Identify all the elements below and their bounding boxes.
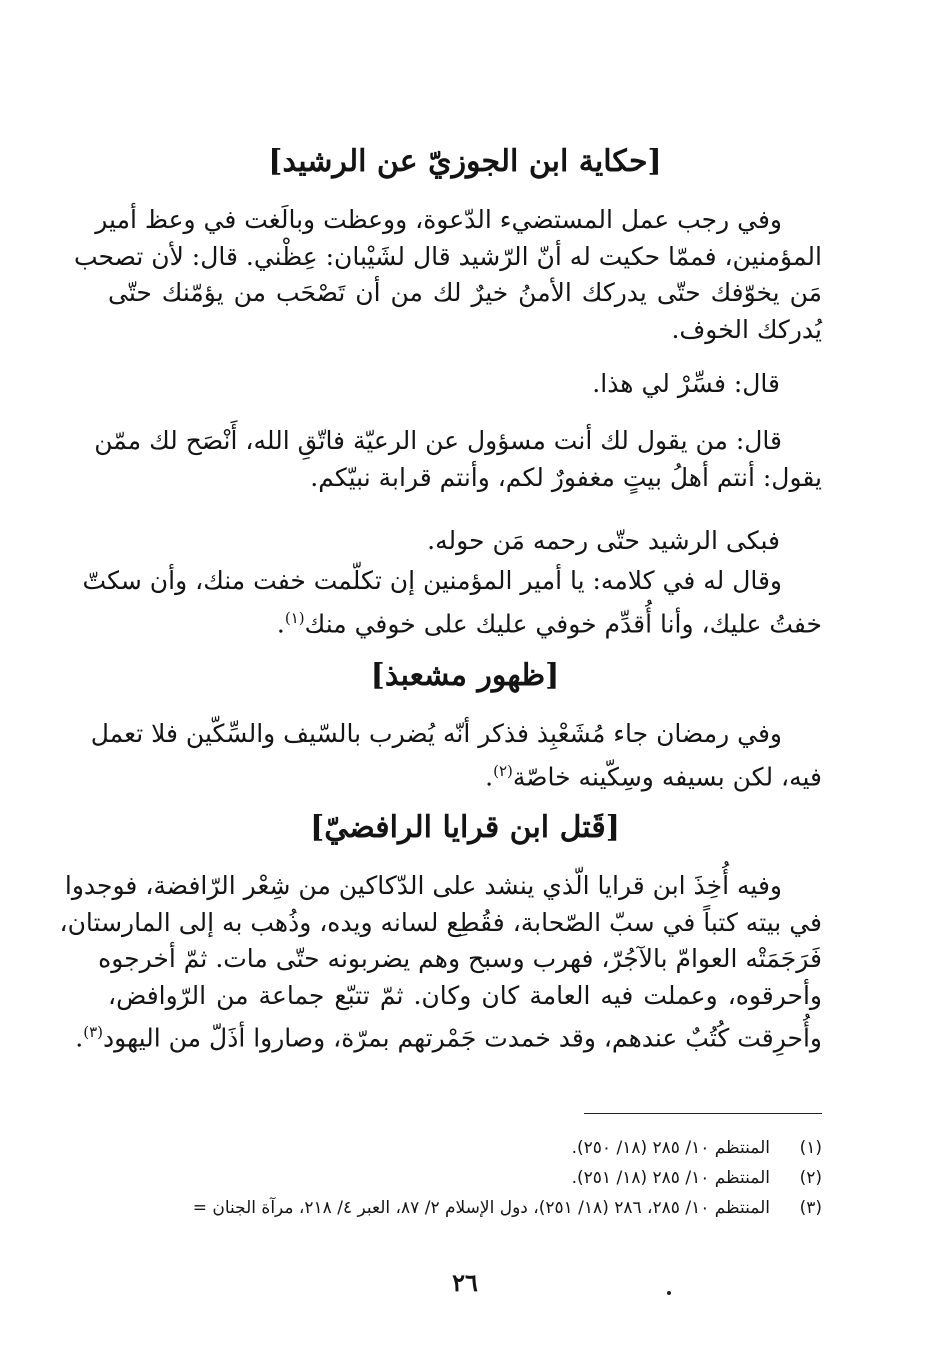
- page-number: ٢٦: [452, 1268, 478, 1297]
- text-fragment: وأُحرِقت كُتُبٌ عندهم، وقد خمدت جَمْرتهم بمرّة، وصاروا أذَلّ من اليهود: [103, 1023, 822, 1053]
- text-line: وفي رجب عمل المستضيء الدّعوة، ووعظت وبالَغت في وعظ أمير: [95, 205, 782, 234]
- footnote-text: المنتظم ١٠/ ٢٨٥ (١٨/ ٢٥١).: [571, 1168, 770, 1188]
- text-line: في بيته كتباً في سبّ الصّحابة، فقُطِع لسانه ويده، وذُهب به إلى المارستان،: [59, 907, 822, 937]
- text-fragment: خفتُ عليك، وأنا أُقدِّم خوفي عليك على خوفي منك: [304, 608, 822, 638]
- scan-speck: [667, 1291, 671, 1295]
- footnote-marker: (٣): [83, 1023, 104, 1041]
- footnote-text: المنتظم ١٠/ ٢٨٥، ٢٨٦ (١٨/ ٢٥١)، دول الإسلام ٢/ ٨٧، العبر ٤/ ٢١٨، مرآة الجنان =: [192, 1198, 770, 1218]
- text-line: [108, 600, 822, 637]
- footnote-divider: [584, 1113, 822, 1114]
- text-line: وأحرقوه، وعملت فيه العامة كان وكان. ثمّ تتبّع جماعة من الرّوافض،: [108, 980, 822, 1010]
- section-heading-conjurer: [ظهور مشعبذ]: [370, 658, 560, 693]
- text-line: مَن يخوّفك حتّى يدركك الأمنُ خيرٌ لك من أن تَصْحَب من يؤمّنك حتّى: [108, 278, 822, 307]
- footnote-row: [102, 1193, 822, 1223]
- text-fragment: .: [485, 761, 494, 791]
- footnote-number: (٣): [799, 1198, 822, 1218]
- footnote-marker: (٢): [493, 761, 513, 780]
- footnote-marker: (١): [284, 608, 305, 627]
- text-line: [75, 1014, 822, 1053]
- footnotes: [102, 1133, 822, 1223]
- footnote-number: (١): [799, 1138, 822, 1158]
- text-line: المؤمنين، فممّا حكيت له أنّ الرّشيد قال لشَيْبان: عِظْني. قال: لأن تصحب: [73, 241, 822, 271]
- footnote-text: المنتظم ١٠/ ٢٨٥ (١٨/ ٢٥٠).: [571, 1138, 770, 1158]
- footnote-number: (٢): [799, 1168, 822, 1188]
- text-line: قال: من يقول لك أنت مسؤول عن الرعيّة فاتّقِ الله، أَنْصَح لك ممّن: [94, 426, 782, 455]
- text-line: فَرَجَمَتْه العوامّ بالآجُرّ، فهرب وسبح وهم يضربونه حتّى مات. ثمّ أخرجوه: [98, 944, 822, 973]
- text-line: وفيه أُخِذَ ابن قرايا الّذي ينشد على الدّكاكين من شِعْر الرّافضة، فوجدوا: [64, 871, 782, 900]
- text-fragment: .: [75, 1023, 84, 1053]
- section-heading-ibn-jawzi: [حكاية ابن الجوزيّ عن الرشيد]: [268, 144, 662, 179]
- section-heading-ibn-qaraya: [قَتل ابن قرايا الرافضيّ]: [310, 810, 620, 845]
- paragraph-conjurer: [90, 716, 822, 791]
- text-fragment: فيه، لكن بسيفه وسِكّينه خاصّة: [512, 761, 822, 791]
- text-line: وفي رمضان جاء مُشَعْبِذ فذكر أنّه يُضرب بالسّيف والسِّكّين فلا تعمل: [90, 719, 782, 748]
- text-fragment: .: [276, 608, 285, 638]
- paragraph-speech: [82, 563, 822, 638]
- paragraph-weeping: فبكى الرشيد حتّى رحمه مَن حوله.: [427, 526, 780, 555]
- text-line: [108, 753, 822, 790]
- paragraph-ibn-qaraya: [59, 868, 822, 1053]
- footnote-row: [102, 1163, 822, 1193]
- text-line: وقال له في كلامه: يا أمير المؤمنين إن تكلّمت خفت منك، وأن سكتّ: [82, 566, 782, 595]
- text-line: يقول: أنتم أهلُ بيتٍ مغفورٌ لكم، وأنتم قرابة نبيّكم.: [310, 462, 822, 492]
- text-line: يُدركك الخوف.: [671, 314, 822, 344]
- paragraph-answer: [94, 423, 822, 496]
- paragraph-explain: قال: فسِّرْ لي هذا.: [592, 369, 780, 398]
- footnote-row: [102, 1133, 822, 1163]
- paragraph-sermon: [73, 202, 822, 348]
